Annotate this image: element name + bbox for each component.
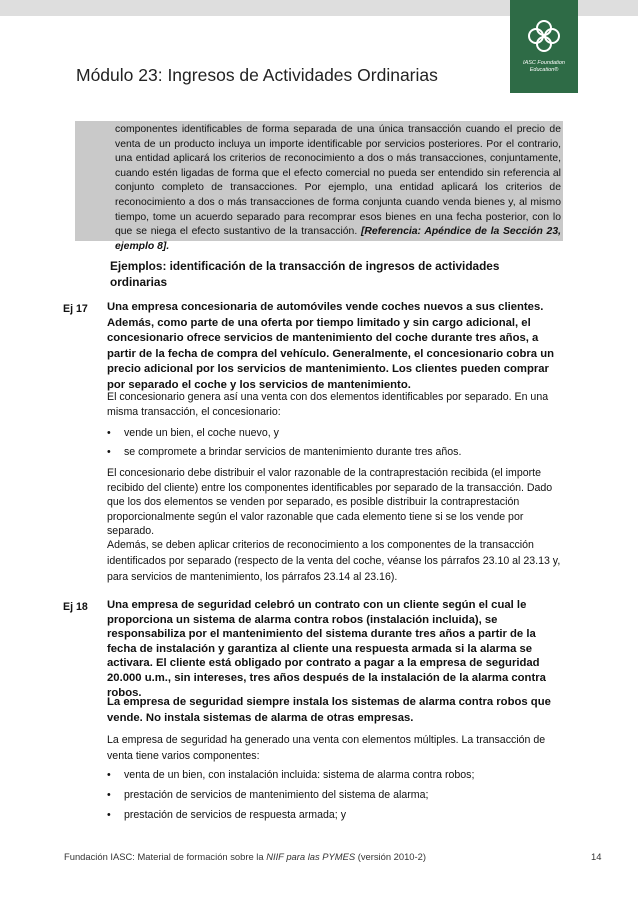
page-footer <box>64 851 426 862</box>
intro-reference: [Referencia: Apéndice de la Sección 23, ejemplo 8]. <box>115 226 562 252</box>
example-17-bullet-2-text: se compromete a brindar servicios de mantenimiento durante tres años. <box>124 446 462 458</box>
example-18-question: Una empresa de seguridad celebró un contrato con un cliente según el cual le proporciona un sistema de alarma contra robos (instalación incluida), se responsabiliza por el mantenimiento del sistema durante tres años a partir de la fecha de instalación y garantiza al cliente una respuesta armada si la alarma se activara. El cliente está obligado por contrato a pagar a la empresa de seguridad 20.000 u.m., sin intereses, tres años después de la instalación de la alarma contra robos. <box>107 599 546 699</box>
logo-emblem-icon <box>524 16 564 56</box>
example-17-bullet-2: • se compromete a brindar servicios de mantenimiento durante tres años. <box>107 446 462 458</box>
footer-prefix: Fundación IASC: Material de formación sobre la <box>64 851 267 862</box>
example-18-bullet-1-text: venta de un bien, con instalación incluida: sistema de alarma contra robos; <box>124 769 475 781</box>
example-18-bullet-1: • venta de un bien, con instalación incluida: sistema de alarma contra robos; <box>107 769 475 781</box>
example-17-paragraph-2: El concesionario debe distribuir el valor razonable de la contraprestación recibida (el importe recibido del cliente) entre los componentes identificables por separado de la transacción. Dado que los dos elementos se venden por separado, es posible distribuir la contraprestación proporcionalmente según el valor razonable que cada elemento tiene si se los vende por separado. <box>107 467 553 538</box>
example-18-paragraph-1: La empresa de seguridad ha generado una venta con elementos múltiples. La transacción de venta tiene varios componentes: <box>107 734 546 762</box>
example-18-bullet-2: • prestación de servicios de mantenimiento del sistema de alarma; <box>107 789 429 801</box>
footer-suffix: (versión 2010-2) <box>355 851 426 862</box>
example-18-question-2: La empresa de seguridad siempre instala los sistemas de alarma contra robos que vende. No instala sistemas de alarma de otras empresas. <box>107 696 551 724</box>
example-18-bullet-3-text: prestación de servicios de respuesta armada; y <box>124 809 346 821</box>
example-17-paragraph-1: El concesionario genera así una venta con dos elementos identificables por separado. En una misma transacción, el concesionario: <box>107 391 549 418</box>
example-17-paragraph-3: Además, se deben aplicar criterios de reconocimiento a los componentes de la transacción identificados por separado (respecto de la venta del coche, véanse los párrafos 23.10 al 23.13 y, para servicios de mantenimiento, los párrafos 23.14 al 23.16). <box>107 539 561 583</box>
example-17-bullet-1: • vende un bien, el coche nuevo, y <box>107 427 279 439</box>
examples-heading: Ejemplos: identificación de la transacción de ingresos de actividades ordinarias <box>110 259 500 289</box>
page-number: 14 <box>591 851 602 862</box>
logo-text-line-1: IASC Foundation <box>523 60 565 66</box>
iasc-foundation-logo <box>510 0 578 93</box>
logo-text-line-2: Education® <box>529 67 559 73</box>
example-17-bullet-1-text: vende un bien, el coche nuevo, y <box>124 427 279 439</box>
example-18-label: Ej 18 <box>63 601 88 613</box>
intro-text: componentes identificables de forma separada de una única transacción cuando el precio de venta de un producto incluya un importe identificable por servicios posteriores. Por el contrario, una entidad aplicará los criterios de reconocimiento a dos o más transacciones, conjuntamente, cuando estén ligadas de forma que el efecto comercial no pueda ser entendido sin referencia al conjunto completo de transacciones. Por ejemplo, una entidad aplicará los criterios de reconocimiento a dos o más transacciones de forma conjunta cuando venda bienes y, al mismo tiempo, tome un acuerdo separado para recomprar esos bienes en una fecha posterior, con lo que se niega el efecto sustantivo de la transacción. <box>115 124 561 238</box>
example-17-question: Una empresa concesionaria de automóviles vende coches nuevos a sus clientes. Además, como parte de una oferta por tiempo limitado y sin cargo adicional, el concesionario ofrece servicios de mantenimiento del coche durante tres años, a partir de la fecha de compra del vehículo. Generalmente, el concesionario cobra un precio adicional por los servicios de mantenimiento. Los clientes pueden comprar por separado el coche y los servicios de mantenimiento. <box>107 301 554 391</box>
module-title: Módulo 23: Ingresos de Actividades Ordinarias <box>76 65 438 85</box>
example-18-bullet-3: • prestación de servicios de respuesta armada; y <box>107 809 346 821</box>
example-18-bullet-2-text: prestación de servicios de mantenimiento del sistema de alarma; <box>124 789 429 801</box>
footer-italic: NIIF para las PYMES <box>266 851 356 862</box>
intro-paragraph <box>115 123 561 254</box>
example-17-label: Ej 17 <box>63 303 88 315</box>
